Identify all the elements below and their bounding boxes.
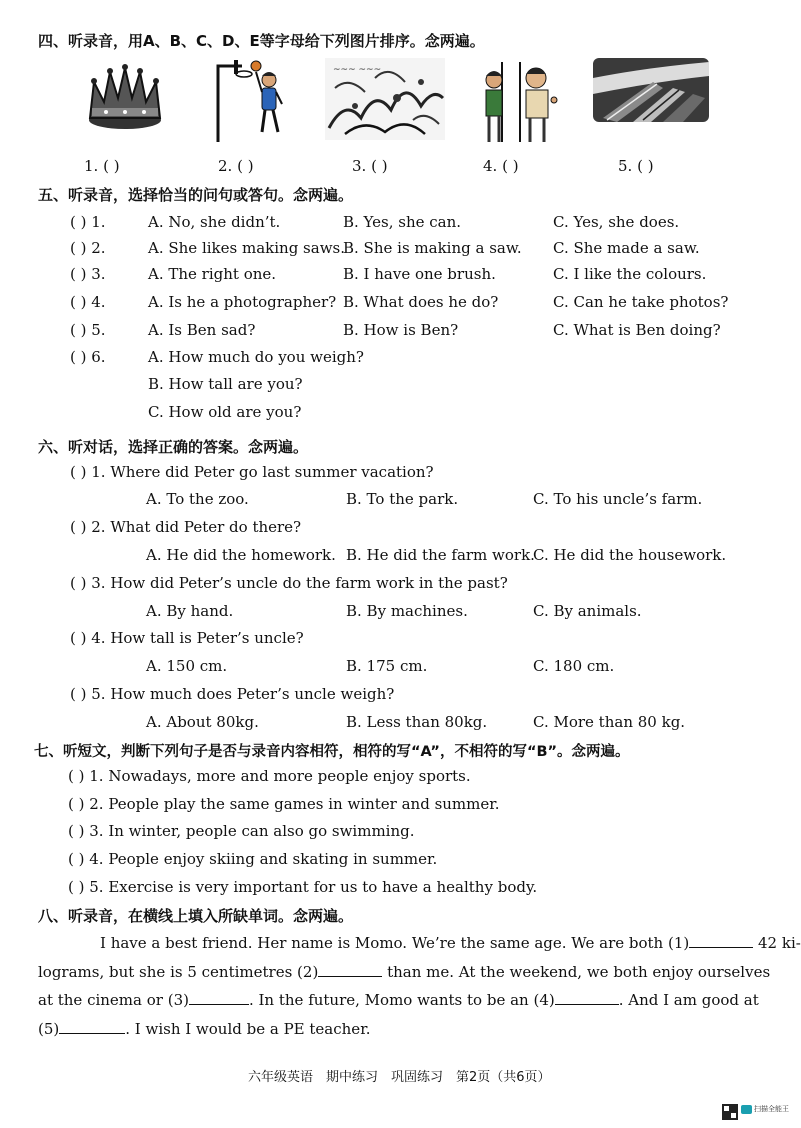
s6-q1-question[interactable]: ( ) 1. Where did Peter go last summer vacation? <box>70 463 434 481</box>
s5-q3-number[interactable]: ( ) 3. <box>70 265 106 283</box>
s7-statement-3[interactable]: ( ) 3. In winter, people can also go swimming. <box>68 822 415 840</box>
s5-q1-option-b: B. Yes, she can. <box>343 213 462 231</box>
s7-statement-4[interactable]: ( ) 4. People enjoy skiing and skating in summer. <box>68 850 438 868</box>
s6-q4-option-a: A. 150 cm. <box>146 657 228 675</box>
passage-text: 42 ki- <box>758 934 801 952</box>
passage-text: than me. At the weekend, we both enjoy ourselves <box>387 963 771 981</box>
passage-line-4 <box>38 1020 370 1038</box>
s5-q6-option-a: A. How much do you weigh? <box>148 348 364 366</box>
s6-q3-question[interactable]: ( ) 3. How did Peter’s uncle do the farm work in the past? <box>70 574 508 592</box>
s5-q1-option-c: C. Yes, she does. <box>553 213 680 231</box>
s5-q3-option-c: C. I like the colours. <box>553 265 707 283</box>
s7-statement-5[interactable]: ( ) 5. Exercise is very important for us to have a healthy body. <box>68 878 538 896</box>
passage-text: . I wish I would be a PE teacher. <box>125 1020 371 1038</box>
section8-title: 八、听录音，在横线上填入所缺单词。念两遍。 <box>38 907 354 925</box>
crown-picture <box>86 62 164 136</box>
s6-q1-option-a: A. To the zoo. <box>146 490 249 508</box>
s5-q6-option-b: B. How tall are you? <box>148 375 303 393</box>
picture-number-1[interactable]: 1. ( ) <box>84 157 120 175</box>
section5-title: 五、听录音，选择恰当的问句或答句。念两遍。 <box>38 186 354 204</box>
scanner-logo-icon <box>741 1105 752 1114</box>
s5-q6-number[interactable]: ( ) 6. <box>70 348 106 366</box>
qr-code-icon <box>722 1104 738 1120</box>
s5-q1-number[interactable]: ( ) 1. <box>70 213 106 231</box>
picture-number-4[interactable]: 4. ( ) <box>483 157 519 175</box>
blank-4[interactable] <box>555 1004 619 1005</box>
s5-q5-option-a: A. Is Ben sad? <box>148 321 256 339</box>
s6-q5-option-a: A. About 80kg. <box>146 713 259 731</box>
passage-text: I have a best friend. Her name is Momo. We’re the same age. We are both (1) <box>100 934 690 952</box>
s6-q1-option-c: C. To his uncle’s farm. <box>533 490 703 508</box>
blank-5[interactable] <box>59 1033 125 1034</box>
s6-q2-option-b: B. He did the farm work. <box>346 546 535 564</box>
s5-q5-option-c: C. What is Ben doing? <box>553 321 721 339</box>
s5-q4-number[interactable]: ( ) 4. <box>70 293 106 311</box>
s6-q5-option-c: C. More than 80 kg. <box>533 713 686 731</box>
s6-q5-question[interactable]: ( ) 5. How much does Peter’s uncle weigh? <box>70 685 395 703</box>
s6-q1-option-b: B. To the park. <box>346 490 459 508</box>
passage-text: at the cinema or (3) <box>38 991 189 1009</box>
passage-line-2 <box>38 963 770 981</box>
page-footer: 六年级英语 期中练习 巩固练习 第2页（共6页） <box>248 1070 551 1085</box>
passage-line-1 <box>100 934 801 952</box>
blank-3[interactable] <box>189 1004 249 1005</box>
s6-q2-question[interactable]: ( ) 2. What did Peter do there? <box>70 518 302 536</box>
picture-number-2[interactable]: 2. ( ) <box>218 157 254 175</box>
s6-q3-option-a: A. By hand. <box>146 602 234 620</box>
scanner-watermark: 扫描全能王 <box>754 1105 789 1113</box>
s5-q4-option-a: A. Is he a photographer? <box>148 293 337 311</box>
passage-line-3 <box>38 991 759 1009</box>
s5-q2-number[interactable]: ( ) 2. <box>70 239 106 257</box>
s5-q2-option-a: A. She likes making saws. <box>148 239 346 257</box>
s5-q4-option-b: B. What does he do? <box>343 293 499 311</box>
s7-statement-2[interactable]: ( ) 2. People play the same games in winter and summer. <box>68 795 500 813</box>
section6-title: 六、听对话，选择正确的答案。念两遍。 <box>38 438 309 456</box>
blank-2[interactable] <box>318 976 382 977</box>
s5-q4-option-c: C. Can he take photos? <box>553 293 729 311</box>
s7-statement-1[interactable]: ( ) 1. Nowadays, more and more people enjoy sports. <box>68 767 471 785</box>
s5-q3-option-b: B. I have one brush. <box>343 265 496 283</box>
basketball-picture <box>212 58 294 148</box>
s6-q4-option-b: B. 175 cm. <box>346 657 428 675</box>
s5-q5-option-b: B. How is Ben? <box>343 321 459 339</box>
s6-q4-question[interactable]: ( ) 4. How tall is Peter’s uncle? <box>70 629 304 647</box>
svg-text:~~~ ~~~: ~~~ ~~~ <box>333 65 382 75</box>
s5-q3-option-a: A. The right one. <box>148 265 277 283</box>
s6-q3-option-b: B. By machines. <box>346 602 468 620</box>
picture-number-5[interactable]: 5. ( ) <box>618 157 654 175</box>
escalator-picture <box>593 58 709 126</box>
s5-q5-number[interactable]: ( ) 5. <box>70 321 106 339</box>
s5-q6-option-c: C. How old are you? <box>148 403 302 421</box>
blank-1[interactable] <box>689 947 753 948</box>
picture-number-3[interactable]: 3. ( ) <box>352 157 388 175</box>
s6-q4-option-c: C. 180 cm. <box>533 657 615 675</box>
s6-q2-option-a: A. He did the homework. <box>146 546 336 564</box>
section4-title: 四、听录音，用A、B、C、D、E等字母给下列图片排序。念两遍。 <box>38 32 485 50</box>
s5-q2-option-b: B. She is making a saw. <box>343 239 522 257</box>
s6-q5-option-b: B. Less than 80kg. <box>346 713 488 731</box>
passage-text: (5) <box>38 1020 60 1038</box>
s5-q1-option-a: A. No, she didn’t. <box>148 213 281 231</box>
passage-text: lograms, but she is 5 centimetres (2) <box>38 963 319 981</box>
two-boys-picture <box>480 60 564 148</box>
ink-painting-picture <box>325 58 445 144</box>
s5-q2-option-c: C. She made a saw. <box>553 239 700 257</box>
s6-q2-option-c: C. He did the housework. <box>533 546 727 564</box>
s6-q3-option-c: C. By animals. <box>533 602 642 620</box>
passage-text: . In the future, Momo wants to be an (4) <box>248 991 555 1009</box>
section7-title: 七、听短文，判断下列句子是否与录音内容相符，相符的写“A”，不相符的写“B”。念两遍。 <box>34 744 630 760</box>
passage-text: . And I am good at <box>618 991 759 1009</box>
